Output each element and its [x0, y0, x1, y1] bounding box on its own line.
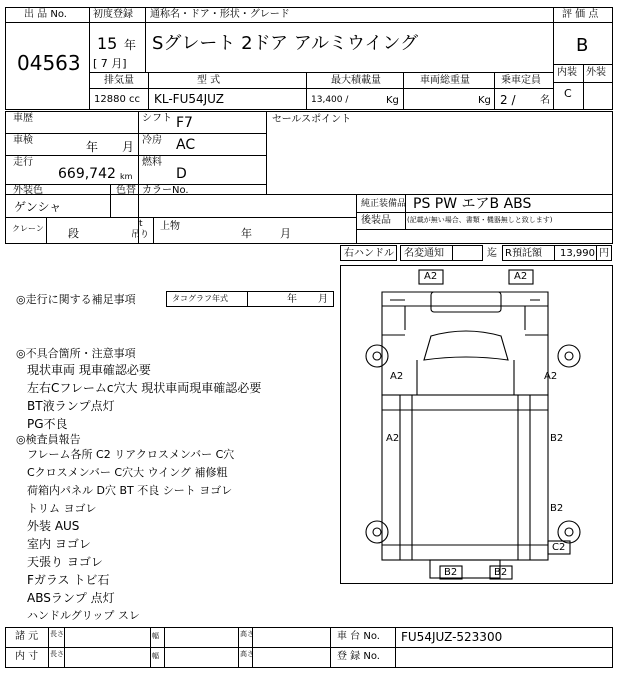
reg-month: [ 7 月]: [93, 57, 127, 70]
inspector-item: 室内 ヨゴレ: [27, 537, 91, 551]
length-label: 長さ: [50, 630, 64, 638]
lot-label: 出 品 No.: [24, 9, 67, 20]
damage-mark: A2: [390, 371, 404, 382]
length-label: 長さ: [50, 650, 64, 658]
damage-mark: B2: [494, 567, 508, 578]
defects-heading: ◎不具合箇所・注意事項: [16, 347, 136, 360]
max-load-unit: Kg: [386, 95, 399, 106]
grade-label: 評 価 点: [562, 9, 599, 20]
tachograph-year: 年: [287, 294, 297, 305]
max-load-label: 最大積載量: [331, 75, 381, 86]
crane-t: t: [139, 219, 143, 229]
mileage-label: 走行: [13, 157, 33, 168]
interior-grade: C: [564, 87, 572, 100]
interior-label: 内装: [557, 67, 577, 78]
defect-item: 左右Cフレームc穴大 現状車両現車確認必要: [27, 381, 262, 395]
mileage-suffix: 迄: [487, 248, 497, 259]
crane-stage: 段: [68, 227, 79, 240]
lift-month: 月: [280, 227, 291, 240]
interior-size-label: 内 寸: [15, 651, 39, 662]
mileage-value: 669,742: [58, 166, 116, 182]
r-deposit-unit: 円: [599, 248, 609, 259]
inspector-item: ABSランプ 点灯: [27, 591, 115, 605]
ac-label: 冷房: [142, 135, 162, 146]
inspection-label: 車検: [13, 135, 33, 146]
exterior-color-label: 外装色: [13, 185, 43, 196]
chassis-label: 車 台 No.: [337, 631, 380, 642]
defect-item: BT液ランプ点灯: [27, 399, 115, 413]
shift-value: F7: [176, 115, 193, 131]
aftermarket-label: 後装品: [361, 215, 391, 226]
equipment-value: PS PW エアB ABS: [413, 196, 532, 212]
capacity-unit: 名: [540, 95, 550, 106]
damage-mark: A2: [544, 371, 558, 382]
supplementary-label: ◎走行に関する補足事項: [16, 293, 136, 306]
lift-year: 年: [241, 227, 252, 240]
crane-label: クレーン: [12, 224, 44, 233]
inspector-item: 天張り ヨゴレ: [27, 555, 103, 569]
height-label: 高さ: [240, 630, 254, 638]
inspection-year: 年: [86, 140, 99, 154]
model-value: KL-FU54JUZ: [154, 92, 224, 106]
defect-item: PG不良: [27, 417, 68, 431]
damage-mark: B2: [550, 503, 564, 514]
ac-value: AC: [176, 137, 196, 153]
truck-diagram: [366, 270, 580, 579]
height-label: 高さ: [240, 650, 254, 658]
inspector-item: トリム ヨゴレ: [27, 502, 97, 515]
r-deposit-value: 13,990: [560, 248, 595, 259]
gross-weight-unit: Kg: [478, 95, 491, 106]
inspector-item: Cクロスメンバー C穴大 ウイング 補修粗: [27, 466, 228, 479]
lot-number: 04563: [17, 51, 81, 75]
tachograph-label: タコグラフ年式: [172, 294, 228, 303]
gross-weight-label: 車両総重量: [420, 75, 470, 86]
damage-mark: A2: [424, 271, 438, 282]
inspector-item: 外装 AUS: [27, 519, 80, 533]
mileage-change-label: 名変通知: [404, 248, 444, 259]
inspection-month: 月: [122, 140, 135, 154]
model-label: 型 式: [197, 75, 221, 86]
max-load-value: 13,400 /: [311, 95, 349, 105]
exterior-label: 外装: [586, 67, 606, 78]
inspector-heading: ◎検査員報告: [16, 433, 81, 446]
exterior-color-value: ゲンシャ: [14, 200, 62, 214]
shift-label: シフト: [142, 113, 172, 124]
chassis-number: FU54JUZ-523300: [401, 630, 503, 644]
history-label: 車歴: [13, 113, 33, 124]
damage-mark: A2: [514, 271, 528, 282]
displacement-value: 12880 cc: [94, 94, 140, 105]
registration-label: 登 録 No.: [337, 651, 380, 662]
car-name: Sグレート 2ドア アルミウイング: [152, 33, 419, 54]
tachograph-month: 月: [318, 294, 328, 305]
damage-mark: B2: [550, 433, 564, 444]
reg-year-unit: 年: [124, 38, 137, 52]
width-label: 幅: [152, 632, 159, 640]
first-reg-label: 初度登録: [93, 9, 133, 20]
width-label: 幅: [152, 652, 159, 660]
inspector-item: フレーム各所 C2 リアクロスメンバー C穴: [27, 448, 235, 461]
capacity-label: 乗車定員: [501, 75, 541, 86]
inspector-item: 荷箱内パネル D穴 BT 不良 シート ヨゴレ: [27, 484, 233, 497]
fuel-label: 燃料: [142, 157, 162, 168]
overall-grade: B: [576, 35, 589, 56]
handle-side: 右ハンドル: [344, 248, 394, 259]
car-name-label: 通称名・ドア・形状・グレード: [150, 9, 290, 20]
inspector-item: Fガラス トビ石: [27, 573, 110, 587]
defect-item: 現状車両 現車確認必要: [27, 363, 151, 377]
mileage-unit: km: [120, 172, 133, 181]
damage-mark: C2: [552, 542, 566, 553]
lift-label: 上物: [160, 221, 180, 232]
crane-lift: 吊り: [131, 230, 150, 240]
capacity-value: 2 /: [500, 93, 516, 107]
r-deposit-label: R預託額: [505, 248, 542, 259]
color-change-label: 色替: [116, 185, 136, 196]
reg-year: 15: [97, 34, 118, 53]
sales-point-label: セールスポイント: [272, 114, 352, 125]
fuel-value: D: [176, 166, 187, 182]
color-no-label: カラーNo.: [142, 185, 189, 196]
equipment-label: 純正装備品: [361, 199, 407, 209]
damage-mark: A2: [386, 433, 400, 444]
specs-label: 諸 元: [15, 631, 39, 642]
aftermarket-note: (記載が無い場合、書類・機器無しと致します): [407, 216, 553, 224]
displacement-label: 排気量: [104, 75, 134, 86]
inspector-item: ハンドルグリップ スレ: [27, 609, 140, 622]
damage-mark: B2: [444, 567, 458, 578]
